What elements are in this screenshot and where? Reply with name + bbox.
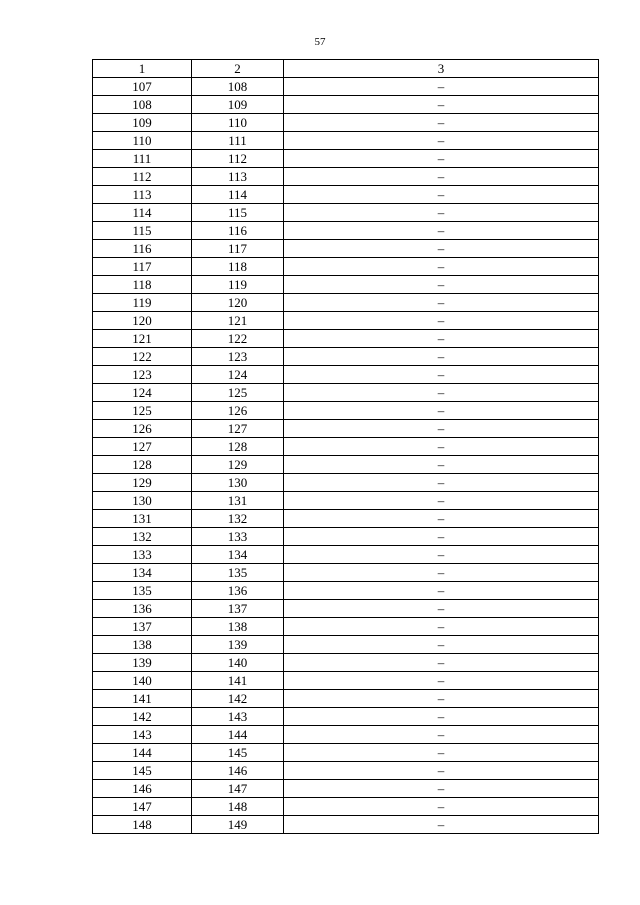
table-cell-col-1: 125 bbox=[93, 402, 192, 420]
table-cell-col-3: – bbox=[284, 96, 599, 114]
table-cell-col-1: 136 bbox=[93, 600, 192, 618]
table-row bbox=[93, 546, 599, 564]
table-cell-col-3: – bbox=[284, 330, 599, 348]
table-cell-col-1: 121 bbox=[93, 330, 192, 348]
table-cell-col-1: 140 bbox=[93, 672, 192, 690]
table-cell-col-2: 125 bbox=[192, 384, 284, 402]
table-cell-col-2: 136 bbox=[192, 582, 284, 600]
table-row bbox=[93, 744, 599, 762]
table-cell-col-2: 149 bbox=[192, 816, 284, 834]
page-number: 57 bbox=[314, 36, 326, 48]
table-header-row bbox=[93, 60, 599, 78]
table-cell-col-1: 126 bbox=[93, 420, 192, 438]
table-cell-col-1: 135 bbox=[93, 582, 192, 600]
table-cell-col-3: – bbox=[284, 492, 599, 510]
table-cell-col-3: – bbox=[284, 150, 599, 168]
table-cell-col-3: – bbox=[284, 78, 599, 96]
table-row bbox=[93, 366, 599, 384]
table-cell-col-2: 141 bbox=[192, 672, 284, 690]
table-cell-col-2: 147 bbox=[192, 780, 284, 798]
table-cell-col-1: 145 bbox=[93, 762, 192, 780]
table-cell-col-2: 133 bbox=[192, 528, 284, 546]
table-row bbox=[93, 762, 599, 780]
table-row bbox=[93, 294, 599, 312]
table-row bbox=[93, 204, 599, 222]
table-cell-col-3: – bbox=[284, 402, 599, 420]
table-cell-col-3: – bbox=[284, 762, 599, 780]
table-cell-col-1: 112 bbox=[93, 168, 192, 186]
table-cell-col-2: 126 bbox=[192, 402, 284, 420]
table-cell-col-3: – bbox=[284, 636, 599, 654]
table-row bbox=[93, 492, 599, 510]
table-row bbox=[93, 420, 599, 438]
table-cell-col-1: 133 bbox=[93, 546, 192, 564]
table-cell-col-2: 108 bbox=[192, 78, 284, 96]
table-cell-col-2: 112 bbox=[192, 150, 284, 168]
table-cell-col-2: 135 bbox=[192, 564, 284, 582]
table-cell-col-2: 119 bbox=[192, 276, 284, 294]
table-cell-col-3: – bbox=[284, 240, 599, 258]
table-cell-col-1: 117 bbox=[93, 258, 192, 276]
table-cell-col-2: 124 bbox=[192, 366, 284, 384]
table-cell-col-3: – bbox=[284, 132, 599, 150]
table-cell-col-1: 137 bbox=[93, 618, 192, 636]
table-cell-col-3: – bbox=[284, 384, 599, 402]
table-cell-col-2: 116 bbox=[192, 222, 284, 240]
table-row bbox=[93, 636, 599, 654]
table-row bbox=[93, 348, 599, 366]
table-cell-col-3: – bbox=[284, 672, 599, 690]
table-row bbox=[93, 528, 599, 546]
table-cell-col-3: – bbox=[284, 294, 599, 312]
table-cell-col-2: 114 bbox=[192, 186, 284, 204]
table-cell-col-1: 118 bbox=[93, 276, 192, 294]
table-cell-col-2: 134 bbox=[192, 546, 284, 564]
table-cell-col-3: – bbox=[284, 528, 599, 546]
table-row bbox=[93, 780, 599, 798]
table-cell-col-1: 146 bbox=[93, 780, 192, 798]
table-cell-col-1: 120 bbox=[93, 312, 192, 330]
table-cell-col-3: – bbox=[284, 348, 599, 366]
table-row bbox=[93, 690, 599, 708]
table-row bbox=[93, 96, 599, 114]
table-cell-col-2: 109 bbox=[192, 96, 284, 114]
table-cell-col-1: 115 bbox=[93, 222, 192, 240]
column-header-2: 2 bbox=[192, 60, 284, 78]
table-cell-col-2: 131 bbox=[192, 492, 284, 510]
table-cell-col-2: 132 bbox=[192, 510, 284, 528]
table-cell-col-1: 132 bbox=[93, 528, 192, 546]
table-cell-col-3: – bbox=[284, 816, 599, 834]
table-cell-col-1: 131 bbox=[93, 510, 192, 528]
table-cell-col-3: – bbox=[284, 726, 599, 744]
table-header bbox=[93, 60, 599, 78]
table-cell-col-2: 110 bbox=[192, 114, 284, 132]
table-cell-col-2: 117 bbox=[192, 240, 284, 258]
table-row bbox=[93, 456, 599, 474]
table-row bbox=[93, 78, 599, 96]
table-cell-col-2: 139 bbox=[192, 636, 284, 654]
table-cell-col-2: 120 bbox=[192, 294, 284, 312]
table-row bbox=[93, 276, 599, 294]
table-cell-col-2: 111 bbox=[192, 132, 284, 150]
table-cell-col-3: – bbox=[284, 600, 599, 618]
table-cell-col-1: 116 bbox=[93, 240, 192, 258]
table-row bbox=[93, 618, 599, 636]
table-cell-col-2: 144 bbox=[192, 726, 284, 744]
table-cell-col-3: – bbox=[284, 276, 599, 294]
table-cell-col-2: 128 bbox=[192, 438, 284, 456]
table-cell-col-3: – bbox=[284, 456, 599, 474]
table-row bbox=[93, 240, 599, 258]
table-cell-col-1: 139 bbox=[93, 654, 192, 672]
table-cell-col-2: 123 bbox=[192, 348, 284, 366]
table-cell-col-1: 134 bbox=[93, 564, 192, 582]
table-cell-col-3: – bbox=[284, 222, 599, 240]
table-cell-col-2: 130 bbox=[192, 474, 284, 492]
table-cell-col-2: 138 bbox=[192, 618, 284, 636]
table-cell-col-3: – bbox=[284, 204, 599, 222]
table-cell-col-1: 129 bbox=[93, 474, 192, 492]
table-cell-col-3: – bbox=[284, 690, 599, 708]
table-cell-col-3: – bbox=[284, 186, 599, 204]
table-cell-col-2: 143 bbox=[192, 708, 284, 726]
table-row bbox=[93, 384, 599, 402]
table-cell-col-1: 141 bbox=[93, 690, 192, 708]
table-cell-col-1: 123 bbox=[93, 366, 192, 384]
table-row bbox=[93, 474, 599, 492]
table-cell-col-1: 114 bbox=[93, 204, 192, 222]
table-cell-col-2: 142 bbox=[192, 690, 284, 708]
table-row bbox=[93, 222, 599, 240]
table-cell-col-1: 138 bbox=[93, 636, 192, 654]
table-cell-col-1: 110 bbox=[93, 132, 192, 150]
table-row bbox=[93, 510, 599, 528]
table-cell-col-1: 107 bbox=[93, 78, 192, 96]
table-cell-col-2: 127 bbox=[192, 420, 284, 438]
table-cell-col-2: 113 bbox=[192, 168, 284, 186]
table-row bbox=[93, 132, 599, 150]
table-cell-col-1: 122 bbox=[93, 348, 192, 366]
table-cell-col-3: – bbox=[284, 438, 599, 456]
table-cell-col-3: – bbox=[284, 654, 599, 672]
table-cell-col-1: 147 bbox=[93, 798, 192, 816]
table-cell-col-3: – bbox=[284, 708, 599, 726]
table-cell-col-1: 124 bbox=[93, 384, 192, 402]
table-row bbox=[93, 402, 599, 420]
table-cell-col-3: – bbox=[284, 510, 599, 528]
table-cell-col-3: – bbox=[284, 366, 599, 384]
table-row bbox=[93, 168, 599, 186]
data-table bbox=[92, 59, 599, 834]
table-cell-col-1: 127 bbox=[93, 438, 192, 456]
table-body bbox=[93, 78, 599, 834]
table-cell-col-3: – bbox=[284, 798, 599, 816]
table-cell-col-3: – bbox=[284, 582, 599, 600]
table-row bbox=[93, 654, 599, 672]
table-cell-col-3: – bbox=[284, 168, 599, 186]
table-cell-col-1: 130 bbox=[93, 492, 192, 510]
table-row bbox=[93, 798, 599, 816]
table-cell-col-2: 115 bbox=[192, 204, 284, 222]
table-row bbox=[93, 582, 599, 600]
table-cell-col-3: – bbox=[284, 564, 599, 582]
table-cell-col-3: – bbox=[284, 780, 599, 798]
table-cell-col-2: 122 bbox=[192, 330, 284, 348]
table-row bbox=[93, 708, 599, 726]
table-cell-col-2: 121 bbox=[192, 312, 284, 330]
table-row bbox=[93, 438, 599, 456]
table-cell-col-2: 118 bbox=[192, 258, 284, 276]
table-cell-col-1: 111 bbox=[93, 150, 192, 168]
table-row bbox=[93, 258, 599, 276]
table-row bbox=[93, 330, 599, 348]
column-header-1: 1 bbox=[93, 60, 192, 78]
table-row bbox=[93, 114, 599, 132]
table-cell-col-2: 146 bbox=[192, 762, 284, 780]
column-header-3: 3 bbox=[284, 60, 599, 78]
table-cell-col-3: – bbox=[284, 258, 599, 276]
table-row bbox=[93, 186, 599, 204]
table-row bbox=[93, 564, 599, 582]
table-cell-col-2: 148 bbox=[192, 798, 284, 816]
table-cell-col-3: – bbox=[284, 474, 599, 492]
table-cell-col-2: 145 bbox=[192, 744, 284, 762]
table-cell-col-1: 128 bbox=[93, 456, 192, 474]
table-row bbox=[93, 600, 599, 618]
table-row bbox=[93, 312, 599, 330]
table-cell-col-3: – bbox=[284, 114, 599, 132]
table-row bbox=[93, 816, 599, 834]
table-cell-col-2: 129 bbox=[192, 456, 284, 474]
table-cell-col-2: 137 bbox=[192, 600, 284, 618]
table-cell-col-1: 119 bbox=[93, 294, 192, 312]
table-row bbox=[93, 672, 599, 690]
table-cell-col-3: – bbox=[284, 546, 599, 564]
table-cell-col-3: – bbox=[284, 312, 599, 330]
table-cell-col-3: – bbox=[284, 420, 599, 438]
table-cell-col-1: 113 bbox=[93, 186, 192, 204]
table-cell-col-3: – bbox=[284, 744, 599, 762]
table-cell-col-2: 140 bbox=[192, 654, 284, 672]
table-row bbox=[93, 726, 599, 744]
table-cell-col-1: 143 bbox=[93, 726, 192, 744]
table-row bbox=[93, 150, 599, 168]
table-cell-col-1: 148 bbox=[93, 816, 192, 834]
table-cell-col-1: 144 bbox=[93, 744, 192, 762]
table-cell-col-1: 109 bbox=[93, 114, 192, 132]
table-cell-col-3: – bbox=[284, 618, 599, 636]
table-cell-col-1: 142 bbox=[93, 708, 192, 726]
table-cell-col-1: 108 bbox=[93, 96, 192, 114]
